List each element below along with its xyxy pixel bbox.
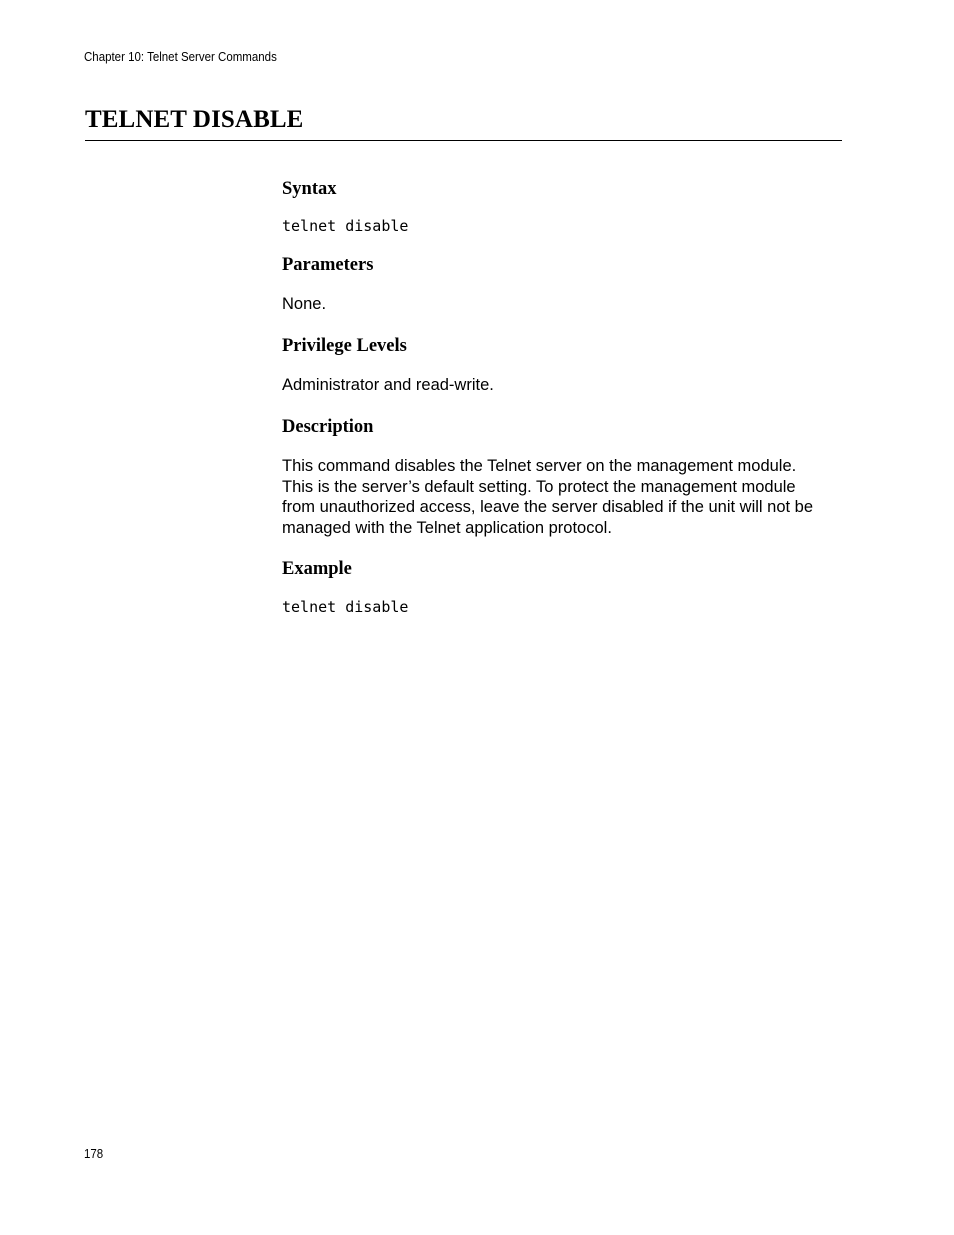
syntax-code: telnet disable xyxy=(282,217,409,235)
running-header: Chapter 10: Telnet Server Commands xyxy=(84,50,277,64)
privilege-levels-text: Administrator and read-write. xyxy=(282,376,494,394)
parameters-text: None. xyxy=(282,295,327,313)
syntax-heading: Syntax xyxy=(282,179,337,199)
title-rule xyxy=(85,140,842,141)
description-line: This command disables the Telnet server on the management module. xyxy=(282,457,797,475)
page-number: 178 xyxy=(84,1147,104,1161)
description-line: from unauthorized access, leave the server disabled if the unit will not be xyxy=(282,498,814,516)
page-title: TELNET DISABLE xyxy=(85,106,304,133)
description-heading: Description xyxy=(282,417,374,437)
description-text xyxy=(282,456,847,538)
parameters-heading: Parameters xyxy=(282,255,374,275)
example-heading: Example xyxy=(282,559,352,579)
example-code: telnet disable xyxy=(282,598,409,616)
description-line: This is the server’s default setting. To protect the management module xyxy=(282,477,796,496)
description-line: managed with the Telnet application protocol. xyxy=(282,518,612,537)
privilege-levels-heading: Privilege Levels xyxy=(282,336,407,356)
